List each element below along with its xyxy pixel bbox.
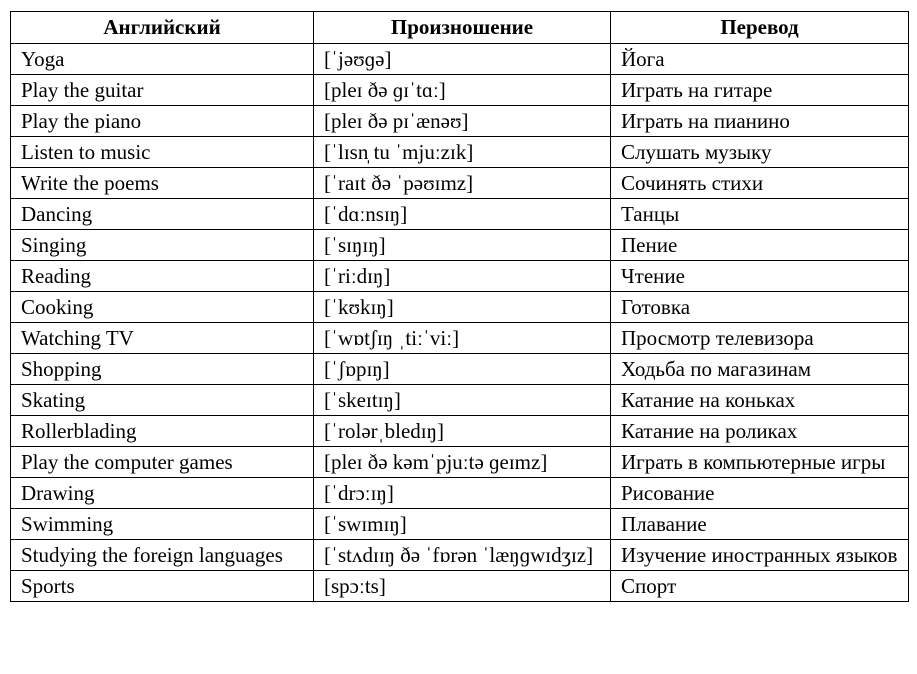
cell-english: Skating (11, 385, 314, 416)
cell-translation: Играть на пианино (611, 106, 909, 137)
cell-translation: Изучение иностранных языков (611, 540, 909, 571)
table-row (11, 416, 909, 447)
cell-translation: Слушать музыку (611, 137, 909, 168)
table-row (11, 292, 909, 323)
cell-pronunciation: [pleɪ ðə pɪˈænəʊ] (314, 106, 611, 137)
cell-pronunciation: [ˈkʊkɪŋ] (314, 292, 611, 323)
cell-translation: Катание на роликах (611, 416, 909, 447)
cell-pronunciation: [ˈjəʊɡə] (314, 44, 611, 75)
table-row (11, 354, 909, 385)
cell-english: Shopping (11, 354, 314, 385)
table-row (11, 75, 909, 106)
cell-pronunciation: [ˈstʌdɪɪŋ ðə ˈfɒrən ˈlæŋɡwɪdʒɪz] (314, 540, 611, 571)
table-row (11, 106, 909, 137)
cell-pronunciation: [spɔːts] (314, 571, 611, 602)
cell-english: Write the poems (11, 168, 314, 199)
cell-pronunciation: [ˈriːdɪŋ] (314, 261, 611, 292)
cell-pronunciation: [pleɪ ðə ɡɪˈtɑː] (314, 75, 611, 106)
cell-translation: Плавание (611, 509, 909, 540)
table-row (11, 571, 909, 602)
cell-english: Play the piano (11, 106, 314, 137)
table-row (11, 261, 909, 292)
cell-english: Sports (11, 571, 314, 602)
cell-english: Studying the foreign languages (11, 540, 314, 571)
header-translation: Перевод (611, 12, 909, 44)
cell-translation: Чтение (611, 261, 909, 292)
cell-translation: Рисование (611, 478, 909, 509)
cell-translation: Готовка (611, 292, 909, 323)
cell-pronunciation: [ˈsɪŋɪŋ] (314, 230, 611, 261)
cell-pronunciation: [pleɪ ðə kəmˈpjuːtə ɡeɪmz] (314, 447, 611, 478)
cell-pronunciation: [ˈdrɔːɪŋ] (314, 478, 611, 509)
cell-translation: Играть на гитаре (611, 75, 909, 106)
cell-english: Listen to music (11, 137, 314, 168)
cell-translation: Ходьба по магазинам (611, 354, 909, 385)
table-row (11, 509, 909, 540)
cell-translation: Пение (611, 230, 909, 261)
cell-english: Play the computer games (11, 447, 314, 478)
cell-english: Dancing (11, 199, 314, 230)
header-english: Английский (11, 12, 314, 44)
cell-pronunciation: [ˈdɑːnsɪŋ] (314, 199, 611, 230)
cell-english: Reading (11, 261, 314, 292)
table-row (11, 230, 909, 261)
cell-translation: Сочинять стихи (611, 168, 909, 199)
cell-pronunciation: [ˈʃɒpɪŋ] (314, 354, 611, 385)
table-row (11, 199, 909, 230)
cell-pronunciation: [ˈwɒtʃɪŋ ˌtiːˈviː] (314, 323, 611, 354)
header-row (11, 12, 909, 44)
cell-english: Swimming (11, 509, 314, 540)
table-body (11, 44, 909, 602)
table-row (11, 385, 909, 416)
cell-translation: Играть в компьютерные игры (611, 447, 909, 478)
table-row (11, 323, 909, 354)
cell-translation: Йога (611, 44, 909, 75)
cell-translation: Танцы (611, 199, 909, 230)
table-row (11, 168, 909, 199)
cell-english: Rollerblading (11, 416, 314, 447)
cell-pronunciation: [ˈskeɪtɪŋ] (314, 385, 611, 416)
table-header (11, 12, 909, 44)
cell-pronunciation: [ˈrolərˌbledɪŋ] (314, 416, 611, 447)
table-row (11, 137, 909, 168)
cell-english: Singing (11, 230, 314, 261)
table-row (11, 478, 909, 509)
cell-pronunciation: [ˈswɪmɪŋ] (314, 509, 611, 540)
cell-pronunciation: [ˈlɪsn̩ tu ˈmjuːzɪk] (314, 137, 611, 168)
cell-english: Cooking (11, 292, 314, 323)
cell-translation: Просмотр телевизора (611, 323, 909, 354)
table-row (11, 447, 909, 478)
header-pronunciation: Произношение (314, 12, 611, 44)
cell-english: Drawing (11, 478, 314, 509)
cell-english: Play the guitar (11, 75, 314, 106)
cell-english: Watching TV (11, 323, 314, 354)
table-row (11, 540, 909, 571)
cell-translation: Катание на коньках (611, 385, 909, 416)
cell-pronunciation: [ˈraɪt ðə ˈpəʊɪmz] (314, 168, 611, 199)
table-row (11, 44, 909, 75)
cell-translation: Спорт (611, 571, 909, 602)
cell-english: Yoga (11, 44, 314, 75)
vocabulary-table (10, 11, 909, 602)
